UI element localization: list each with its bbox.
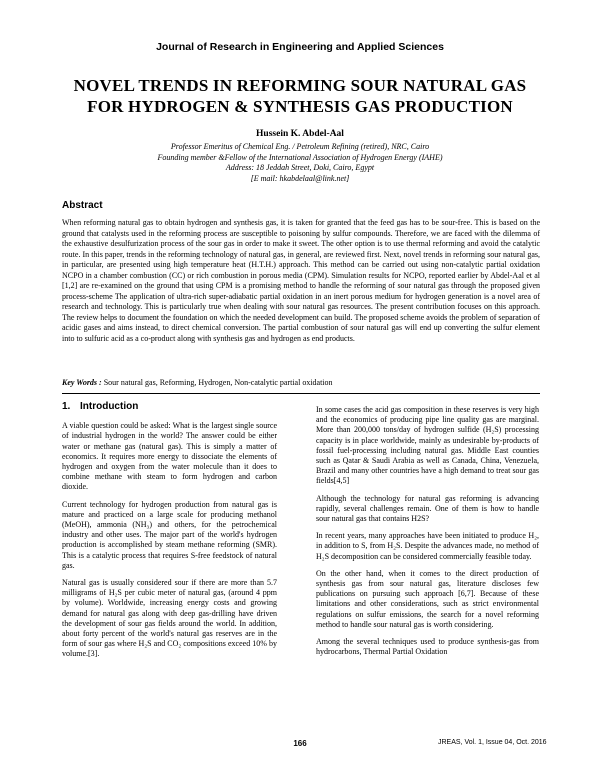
paragraph: In some cases the acid gas composition in these reserves is very high and the economics of producing pipe line quality gas are marginal. More than 200,000 tons/day of hydrogen sulfide (H₂S) processing capacity is in place worldwide, mainly as undesirable by-products of fossil fuel-processing including natural gas. Middle East counties such as Qatar & Saudi Arabia as well as Canada, China, Venezuela, Brazil and many other countries have a high demand to treat sour gas fields[4,5]	[316, 405, 539, 486]
keywords-label: Key Words :	[62, 378, 102, 387]
abstract-text: When reforming natural gas to obtain hydrogen and synthesis gas, it is taken for granted that the feed gas has to be sour-free. This is based on the ground that catalysts used in the reforming process are susceptible to poisoning by sulfur compounds. Therefore, we are faced with the dilemma of the exhaustive desulfurization process of the sour gas in order to make it sweet. The other option is to use thermal reforming and avoid the catalytic route. In this paper, trends in the reforming technology of natural gas, in general, are reviewed first. Next, novel trends in reforming sour natural gas, in particular, are presented using high temperature heat (H.T.H.) approach. This method can be carried out using non-catalytic partial oxidation NCPO in a chamber combustion (CC) or rich combustion in porous media (CPM). Simulation results for NCPO, reported earlier by Abdel-Aal et al [1,2] are re-examined on the ground that using CPM is a promising method to handle the reforming of sour natural gas through the proposed given process-scheme The application of ultra-rich super-adiabatic partial oxidation in an inert porous medium for hydrogen generation is a novel area of research and technology. This is particularly true when dealing with sour natural gas resources. The present contribution focuses on this approach. The review helps to document the foundation on which the needed development can build. The proposed scheme avoids the problem of separation of acidic gases and aims instead, to direct chemical conversion. The partial combustion of sour natural gas will end up converting the sulfur element into to sulfuric acid as a co-product along with synthesis gas and hydrogen as end products.	[62, 218, 540, 343]
paragraph: Although the technology for natural gas reforming is advancing rapidly, several challenges remain. One of them is how to handle sour natural gas that contains H2S?	[316, 493, 539, 524]
paper-title	[40, 75, 560, 117]
journal-header: Journal of Research in Engineering and Applied Sciences	[156, 41, 444, 53]
paragraph: On the other hand, when it comes to the direct production of synthesis gas from sour natural gas, literature discloses few publications on pursuing such approach [6,7]. Because of these limitations and other considerations, such as strict environmental regulations on sulfur emissions, the search for a novel reforming method to handle sour natural gas is worth considering.	[316, 568, 539, 629]
left-column	[62, 402, 277, 667]
section-title: Introduction	[80, 401, 139, 412]
abstract-heading: Abstract	[62, 200, 103, 211]
author-name: Hussein K. Abdel-Aal	[256, 129, 344, 139]
issue-info: JREAS, Vol. 1, Issue 04, Oct. 2016	[438, 739, 547, 746]
right-column	[316, 405, 539, 664]
affiliation-line: Founding member &Fellow of the International Association of Hydrogen Energy (IAHE)	[157, 152, 443, 162]
section-divider	[62, 393, 540, 394]
author-affiliation	[0, 142, 600, 184]
paragraph: Natural gas is usually considered sour if there are more than 5.7 milligrams of H₂S per cubic meter of natural gas, (around 4 ppm by volume). Worldwide, increasing energy costs and growing demand for natural gas along with deep gas-drilling have driven the development of sour gas fields around the world. In addition, about forty percent of the world's natural gas reserves are in the form of sour gas where H₂S and CO₂ compositions exceed 10% by volume.[3].	[62, 578, 277, 659]
page-number: 166	[293, 739, 307, 748]
keywords-text: Sour natural gas, Reforming, Hydrogen, Non-catalytic partial oxidation	[103, 378, 333, 387]
paragraph: In recent years, many approaches have been initiated to produce H₂, in addition to S, from H₂S. Despite the advances made, no method of H₂S decomposition can be considered commercially feasible today.	[316, 531, 539, 561]
section-number: 1.	[62, 401, 71, 412]
paragraph: A viable question could be asked: What is the largest single source of industrial hydrogen in the world? The answer could be either water or methane gas (natural gas). This is simply a matter of economics. It requires more energy to dissociate the elements of hydrogen and oxygen from the water molecule than it does to combine methane with steam to form hydrogen and carbon dioxide.	[62, 421, 277, 492]
title-line-2: FOR HYDROGEN & SYNTHESIS GAS PRODUCTION	[87, 97, 513, 116]
title-line-1: NOVEL TRENDS IN REFORMING SOUR NATURAL GAS	[73, 76, 527, 95]
affiliation-address: Address: 18 Jeddah Street, Doki, Cairo, Egypt	[225, 163, 375, 173]
paragraph: Current technology for hydrogen production from natural gas is mature and practiced on a large scale for producing methanol (MeOH), ammonia (NH₃) and others, for the petrochemical industry and other uses. The major part of the world's hydrogen production is accomplished by steam methane reforming (SMR). This is a catalytic process that requires S-free feedstock of natural gas.	[62, 499, 277, 570]
paragraph: Among the several techniques used to produce synthesis-gas from hydrocarbons, Thermal Partial Oxidation	[316, 637, 539, 657]
section-heading	[62, 402, 277, 412]
affiliation-line: Professor Emeritus of Chemical Eng. / Petroleum Refining (retired), NRC, Cairo	[170, 142, 430, 151]
affiliation-email: [E mail: hkabdelaal@link.net]	[250, 173, 350, 183]
keywords	[62, 378, 540, 387]
